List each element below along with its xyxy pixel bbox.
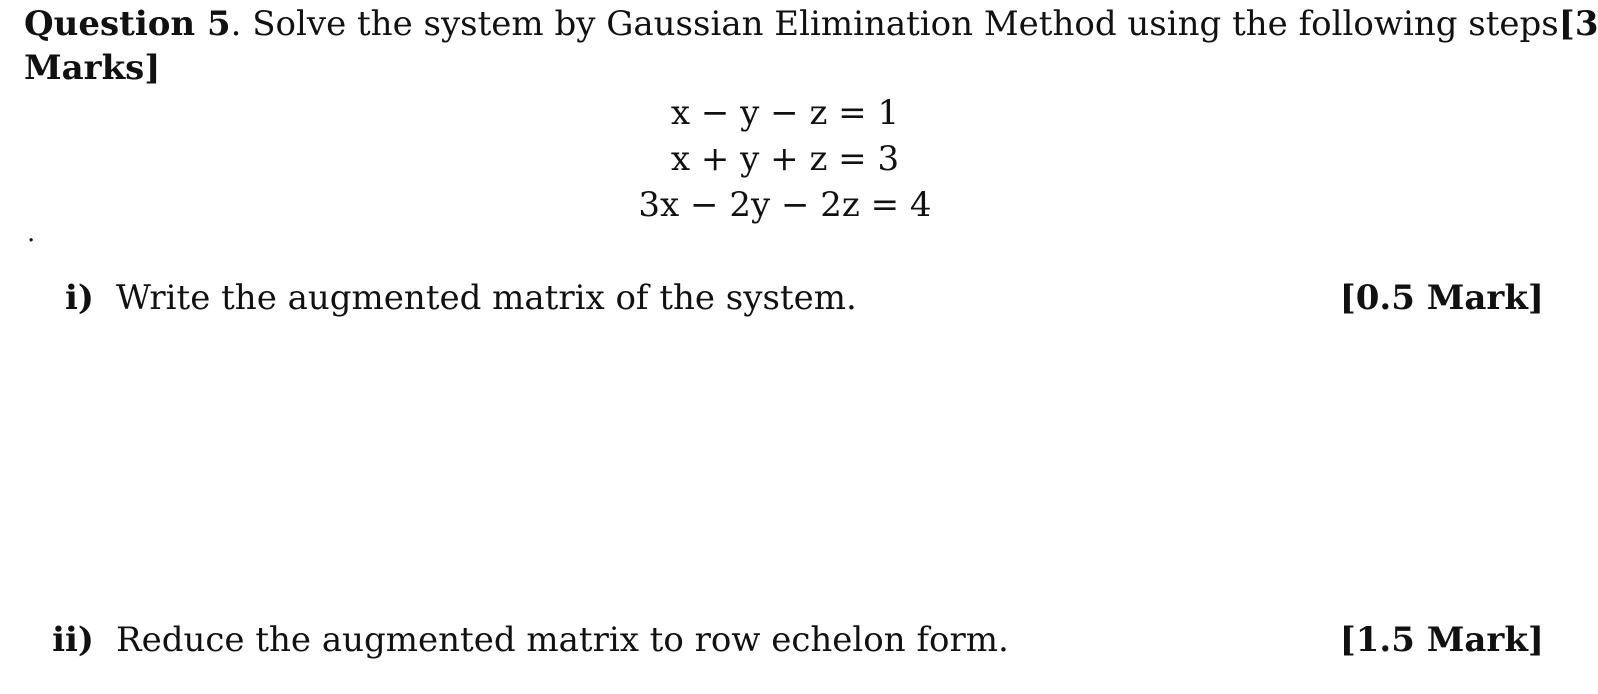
equation-system — [560, 90, 1010, 228]
part-ii-number: ii) — [52, 620, 94, 660]
question-text: . Solve the system by Gaussian Elimination Method using the following steps — [230, 4, 1559, 44]
part-i-statement — [24, 276, 857, 320]
part-i-text: Write the augmented matrix of the system. — [116, 278, 857, 318]
part-i-number: i) — [64, 278, 94, 318]
part-ii-text: Reduce the augmented matrix to row echelon form. — [116, 620, 1009, 660]
equation-3: 3x − 2y − 2z = 4 — [638, 185, 932, 225]
period-mark: . — [27, 218, 36, 248]
question-statement — [24, 2, 1559, 46]
question-line-1 — [24, 2, 1598, 46]
equation-1: x − y − z = 1 — [670, 93, 900, 133]
question-marks-part-1: [3 — [1558, 4, 1598, 44]
part-ii-statement — [24, 618, 1009, 662]
part-i-marks: [0.5 Mark] — [1339, 278, 1544, 318]
equation-2: x + y + z = 3 — [670, 139, 900, 179]
part-ii — [24, 618, 1544, 662]
question-label: Question 5 — [24, 4, 231, 44]
question-marks-part-2: Marks] — [24, 48, 161, 88]
part-i — [24, 276, 1544, 320]
part-ii-marks: [1.5 Mark] — [1339, 620, 1544, 660]
question-header — [24, 2, 1598, 90]
